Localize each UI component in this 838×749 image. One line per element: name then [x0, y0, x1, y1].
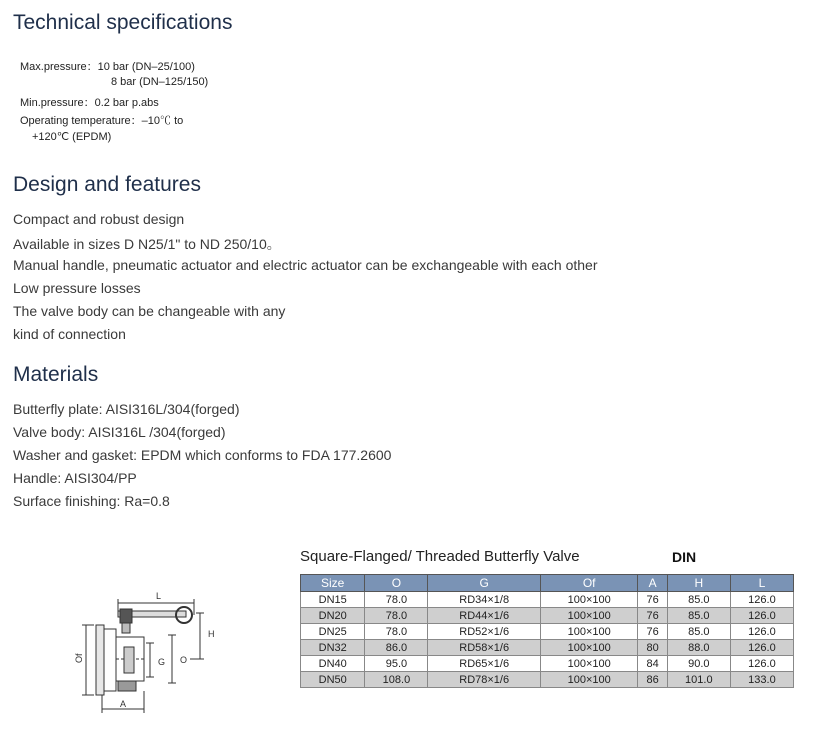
cell: 108.0 — [365, 672, 428, 688]
cell: DN32 — [301, 640, 365, 656]
label-o: O — [180, 655, 188, 665]
materials-line: Surface finishing: Ra=0.8 — [13, 493, 170, 509]
materials-heading: Materials — [13, 363, 99, 386]
cell: 88.0 — [667, 640, 730, 656]
cell: 85.0 — [667, 624, 730, 640]
materials-line: Valve body: AISI316L /304(forged) — [13, 424, 226, 440]
col-header-a: A — [638, 575, 667, 592]
cell: 84 — [638, 656, 667, 672]
design-features-heading: Design and features — [13, 173, 201, 196]
cell: RD78×1/6 — [428, 672, 540, 688]
col-header-g: G — [428, 575, 540, 592]
cell: DN25 — [301, 624, 365, 640]
cell: 78.0 — [365, 592, 428, 608]
design-line: Compact and robust design — [13, 211, 185, 227]
cell: 101.0 — [667, 672, 730, 688]
dimensions-table — [300, 574, 794, 688]
cell: RD52×1/6 — [428, 624, 540, 640]
cell: DN40 — [301, 656, 365, 672]
col-header-size: Size — [301, 575, 365, 592]
cell: 78.0 — [365, 608, 428, 624]
materials-line: Handle: AISI304/PP — [13, 470, 137, 486]
technical-specifications-heading: Technical specifications — [13, 11, 233, 34]
cell: 90.0 — [667, 656, 730, 672]
table-row — [301, 608, 794, 624]
cell: 85.0 — [667, 592, 730, 608]
label-a: A — [120, 699, 127, 709]
spec-max-pressure: Max.pressure：10 bar (DN–25/100) — [20, 61, 195, 73]
cell: 126.0 — [730, 624, 793, 640]
cell: RD65×1/6 — [428, 656, 540, 672]
cell: 100×100 — [540, 608, 638, 624]
materials-line: Butterfly plate: AISI316L/304(forged) — [13, 401, 240, 417]
cell: 126.0 — [730, 608, 793, 624]
cell: RD44×1/6 — [428, 608, 540, 624]
table-row — [301, 624, 794, 640]
cell: 126.0 — [730, 656, 793, 672]
cell: 76 — [638, 592, 667, 608]
col-header-l: L — [730, 575, 793, 592]
label-of: Of — [74, 653, 84, 663]
design-line: Manual handle, pneumatic actuator and electric actuator can be exchangeable with each other — [13, 257, 598, 273]
table-title: Square-Flanged/ Threaded Butterfly Valve — [300, 548, 580, 565]
col-header-h: H — [667, 575, 730, 592]
table-row — [301, 640, 794, 656]
cell: 86 — [638, 672, 667, 688]
cell: 78.0 — [365, 624, 428, 640]
cell: 80 — [638, 640, 667, 656]
materials-line: Washer and gasket: EPDM which conforms to FDA 177.2600 — [13, 447, 392, 463]
cell: 100×100 — [540, 592, 638, 608]
design-line: The valve body can be changeable with any — [13, 303, 286, 319]
handle-hub — [120, 609, 132, 623]
spec-min-pressure: Min.pressure：0.2 bar p.abs — [20, 97, 159, 109]
col-header-o: O — [365, 575, 428, 592]
design-line: kind of connection — [13, 326, 126, 342]
cell: 100×100 — [540, 624, 638, 640]
table-row — [301, 592, 794, 608]
cell: 133.0 — [730, 672, 793, 688]
cell: 100×100 — [540, 672, 638, 688]
table-row — [301, 672, 794, 688]
cell: 100×100 — [540, 640, 638, 656]
cell: 100×100 — [540, 656, 638, 672]
spec-operating-temperature: Operating temperature：–10℃ to — [20, 115, 184, 127]
cell: 85.0 — [667, 608, 730, 624]
cell: 86.0 — [365, 640, 428, 656]
table-row — [301, 656, 794, 672]
col-header-of: Of — [540, 575, 638, 592]
label-g: G — [158, 657, 166, 667]
table-standard: DIN — [672, 549, 697, 565]
valve-technical-drawing — [72, 585, 232, 715]
label-l: L — [156, 591, 162, 601]
cell: RD58×1/6 — [428, 640, 540, 656]
table-header-row — [301, 575, 794, 592]
cell: DN15 — [301, 592, 365, 608]
design-line: Low pressure losses — [13, 280, 141, 296]
cell: DN50 — [301, 672, 365, 688]
cell: RD34×1/8 — [428, 592, 540, 608]
label-h: H — [208, 629, 215, 639]
spec-operating-temperature-2: +120℃ (EPDM) — [32, 131, 112, 143]
cell: 126.0 — [730, 640, 793, 656]
cell: 95.0 — [365, 656, 428, 672]
cell: 76 — [638, 624, 667, 640]
cell: 76 — [638, 608, 667, 624]
spec-max-pressure-2: 8 bar (DN–125/150) — [111, 76, 209, 88]
design-line: Available in sizes D N25/1" to ND 250/10。 — [13, 236, 281, 252]
cell: DN20 — [301, 608, 365, 624]
cell: 126.0 — [730, 592, 793, 608]
